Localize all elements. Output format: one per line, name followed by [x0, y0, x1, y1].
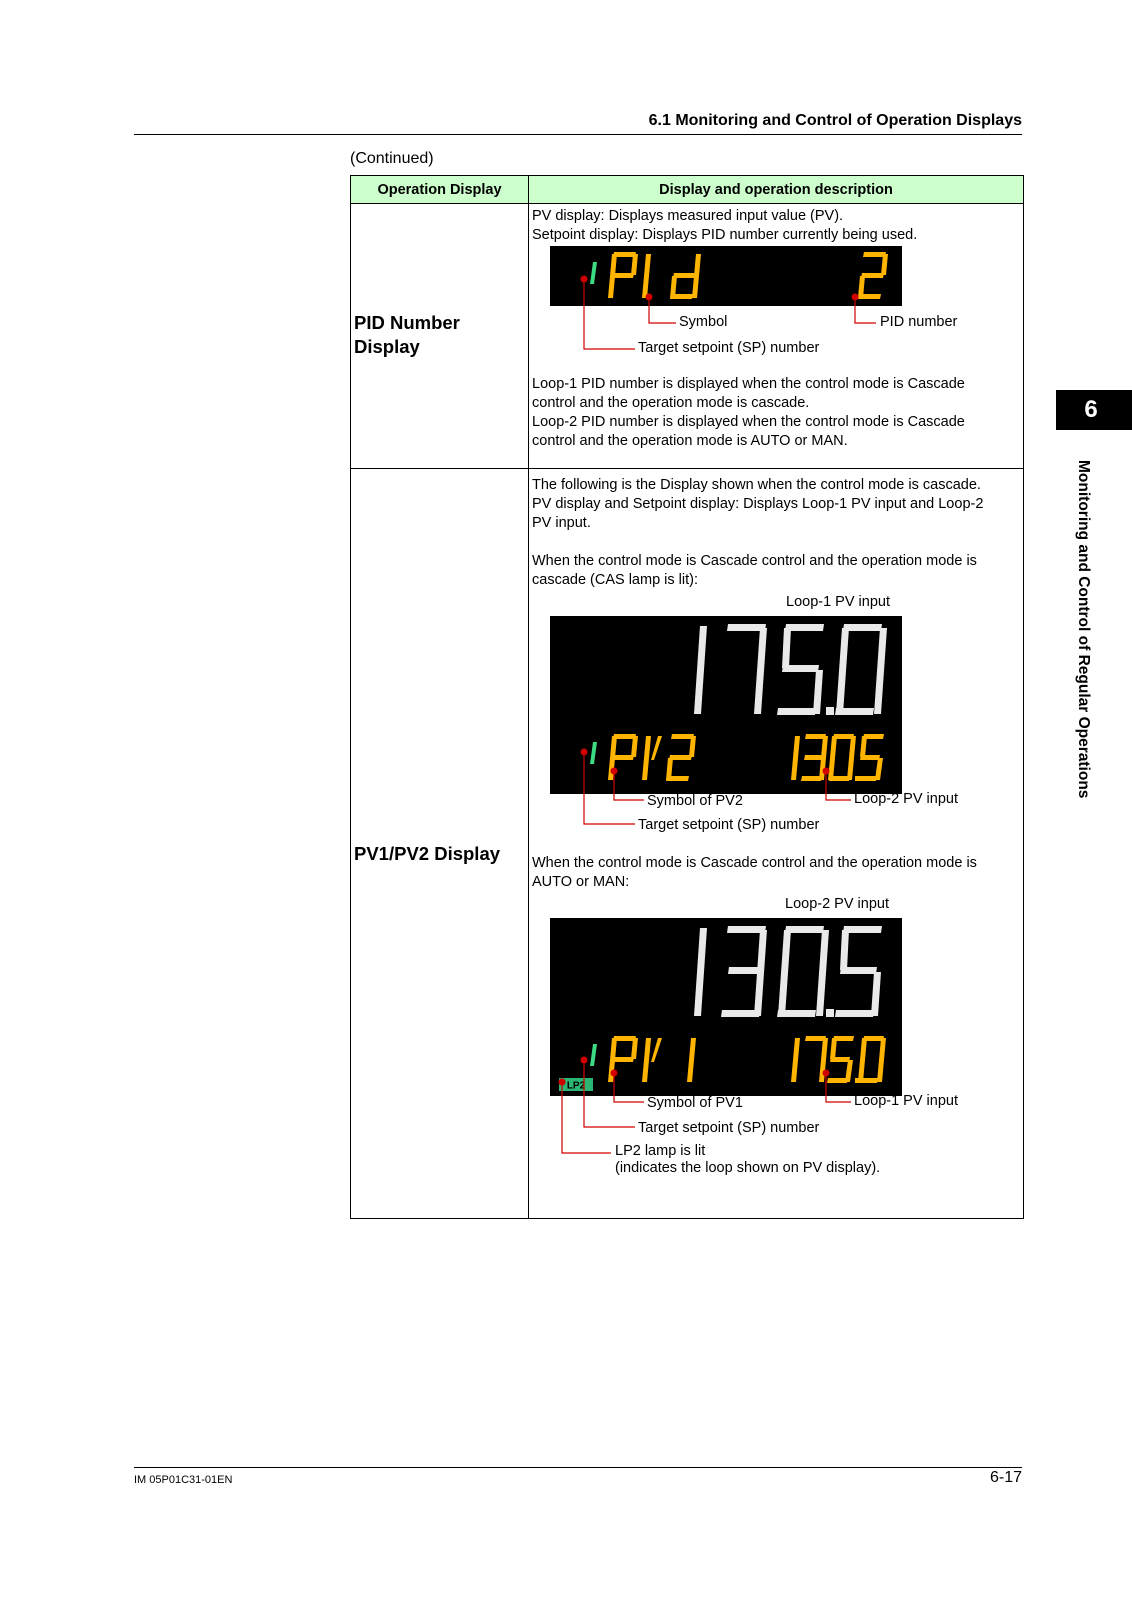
- sp-number-digit: [590, 1044, 597, 1066]
- pid-label-line1: PID Number: [354, 312, 460, 333]
- main-value-digits: [694, 926, 882, 1017]
- pv-intro-line: PV input.: [532, 515, 591, 531]
- doc-id: IM 05P01C31-01EN: [134, 1474, 233, 1486]
- main-value-digits: [694, 624, 887, 715]
- pid-lcd-display: [550, 246, 902, 306]
- chapter-title-vertical: [1072, 460, 1096, 840]
- pid-intro-line: Setpoint display: Displays PID number currently being used.: [532, 227, 918, 243]
- pv-row-label: PV1/PV2 Display: [354, 843, 501, 864]
- callout-lp2-lamp: [615, 1143, 880, 1177]
- case2-text: [532, 854, 1012, 892]
- callout-loop2-pv: Loop-2 PV input: [854, 791, 958, 807]
- pv1-lcd-segments: [550, 918, 902, 1096]
- pid-notes: [532, 375, 1012, 451]
- operation-display-table: [350, 175, 1024, 1219]
- pv-intro-line: PV display and Setpoint display: Displays Loop-1 PV input and Loop-2: [532, 496, 984, 512]
- callout-symbol: Symbol: [679, 314, 728, 330]
- pid-intro-line: PV display: Displays measured input value (PV).: [532, 208, 844, 224]
- continued-label: (Continued): [350, 150, 434, 167]
- lp2-callout-line2: (indicates the loop shown on PV display).: [615, 1160, 881, 1176]
- pid-number-digit: [858, 252, 888, 299]
- pv2-lcd-segments: [550, 616, 902, 794]
- section-header: 6.1 Monitoring and Control of Operation Displays: [648, 112, 1022, 129]
- row-divider: [351, 468, 1023, 469]
- sub-value-digits: [791, 1036, 886, 1083]
- callout-target-sp: Target setpoint (SP) number: [638, 817, 820, 833]
- pid-note-line: Loop-2 PID number is displayed when the control mode is Cascade: [532, 414, 965, 430]
- chapter-tab: 6: [1056, 390, 1132, 430]
- pv1-symbol-segments: [608, 1036, 696, 1082]
- pv2-symbol-segments: [608, 734, 696, 781]
- column-divider: [528, 204, 529, 1218]
- callout-loop1-pv: Loop-1 PV input: [854, 1093, 958, 1109]
- case1-text: [532, 552, 1012, 590]
- pid-intro: [532, 207, 1012, 245]
- page-number: 6-17: [989, 1469, 1022, 1486]
- callout-loop2-pv-top: Loop-2 PV input: [785, 896, 889, 912]
- pv-intro: [532, 476, 1012, 533]
- pv2-lcd-display: [550, 616, 902, 794]
- lp2-lamp-text: LP2: [566, 1080, 586, 1092]
- callout-loop1-pv-top: Loop-1 PV input: [786, 594, 890, 610]
- footer-rule: [134, 1467, 1022, 1468]
- case2-text-line: When the control mode is Cascade control and the operation mode is: [532, 855, 977, 871]
- callout-pid-number: PID number: [880, 314, 958, 330]
- case2-text-line: AUTO or MAN:: [532, 874, 630, 890]
- pv-intro-line: The following is the Display shown when the control mode is cascade.: [532, 477, 981, 493]
- pid-label-line2: Display: [354, 336, 420, 357]
- pid-note-line: control and the operation mode is cascade.: [532, 395, 810, 411]
- case1-text-line: cascade (CAS lamp is lit):: [532, 572, 698, 588]
- pid-note-line: Loop-1 PID number is displayed when the control mode is Cascade: [532, 376, 965, 392]
- pid-row-label: [354, 311, 460, 359]
- callout-symbol-pv2: Symbol of PV2: [647, 793, 743, 809]
- pid-note-line: control and the operation mode is AUTO or MAN.: [532, 433, 848, 449]
- col-header-operation-display: Operation Display: [351, 176, 529, 204]
- pv1-lcd-display: [550, 918, 902, 1096]
- pid-symbol-segments: [608, 252, 701, 299]
- lp2-callout-line1: LP2 lamp is lit: [615, 1143, 706, 1159]
- callout-symbol-pv1: Symbol of PV1: [647, 1095, 743, 1111]
- chapter-title-text: Monitoring and Control of Regular Operations: [1075, 460, 1092, 799]
- callout-target-sp: Target setpoint (SP) number: [638, 1120, 820, 1136]
- callout-target-sp: Target setpoint (SP) number: [638, 340, 820, 356]
- col-header-description: Display and operation description: [529, 176, 1023, 204]
- header-rule: [134, 134, 1022, 135]
- sp-number-digit: [590, 742, 597, 764]
- case1-text-line: When the control mode is Cascade control and the operation mode is: [532, 553, 977, 569]
- sub-value-digits: [791, 734, 884, 781]
- sp-number-digit: [590, 262, 597, 284]
